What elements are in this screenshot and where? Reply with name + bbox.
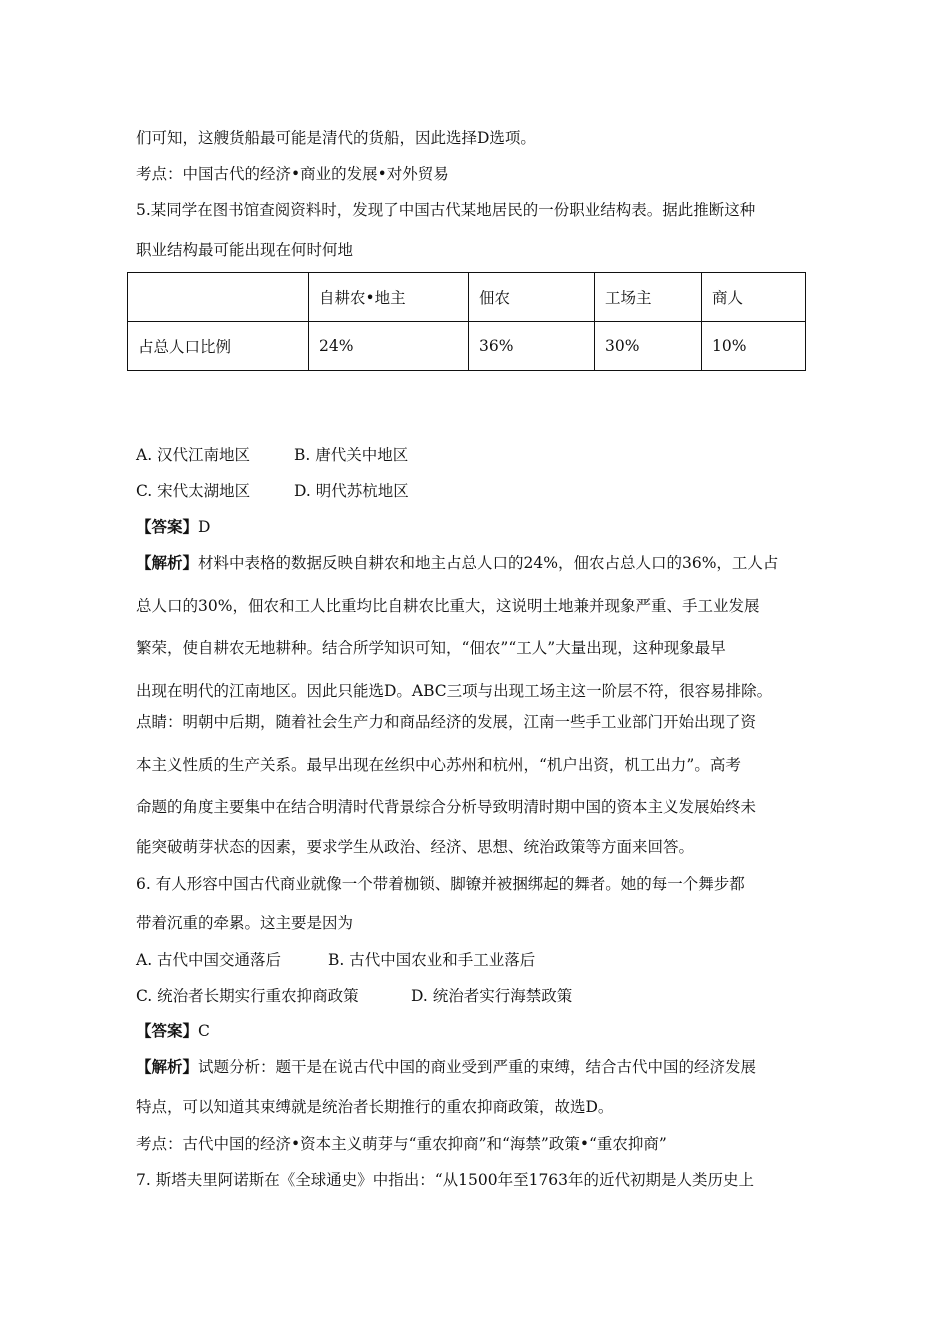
q6-option-a: A. 古代中国交通落后 xyxy=(136,951,282,969)
q5-note-3: 命题的角度主要集中在结合明清时代背景综合分析导致明清时期中国的资本主义发展始终未 xyxy=(136,798,757,816)
question-6-stem-cont: 带着沉重的牵累。这主要是因为 xyxy=(136,914,354,932)
table-header-cell: 商人 xyxy=(702,273,806,322)
question-5-stem-cont: 职业结构最可能出现在何时何地 xyxy=(136,241,354,259)
question-6-stem: 6. 有人形容中国古代商业就像一个带着枷锁、脚镣并被捆绑起的舞者。她的每一个舞步都 xyxy=(136,875,745,893)
occupation-table xyxy=(127,272,806,371)
q5-analysis-1 xyxy=(136,553,778,573)
analysis-text: 材料中表格的数据反映自耕农和地主占总人口的24%，佃农占总人口的36%，工人占 xyxy=(198,554,779,572)
table-cell: 24% xyxy=(309,322,469,371)
analysis-text: 试题分析：题干是在说古代中国的商业受到严重的束缚，结合古代中国的经济发展 xyxy=(198,1058,757,1076)
answer-value: D xyxy=(198,518,211,536)
table-header-cell: 工场主 xyxy=(595,273,702,322)
q6-analysis-2: 特点，可以知道其束缚就是统治者长期推行的重农抑商政策，故选D。 xyxy=(136,1098,614,1116)
q6-option-d: D. 统治者实行海禁政策 xyxy=(411,987,573,1005)
q6-kaodian: 考点：古代中国的经济•资本主义萌芽与“重农抑商”和“海禁”政策•“重农抑商” xyxy=(136,1135,667,1153)
q5-note-1: 点睛：明朝中后期，随着社会生产力和商品经济的发展，江南一些手工业部门开始出现了资 xyxy=(136,713,757,731)
q6-analysis-1 xyxy=(136,1057,756,1077)
q5-option-d: D. 明代苏杭地区 xyxy=(294,482,409,500)
answer-label: 【答案】 xyxy=(136,1021,199,1040)
table-header-cell xyxy=(128,273,309,322)
q5-option-a: A. 汉代江南地区 xyxy=(136,446,251,464)
text-line: 们可知，这艘货船最可能是清代的货船，因此选择D选项。 xyxy=(136,129,536,147)
q5-note-4: 能突破萌芽状态的因素，要求学生从政治、经济、思想、统治政策等方面来回答。 xyxy=(136,838,695,856)
answer-label: 【答案】 xyxy=(136,517,199,536)
kaodian-line: 考点：中国古代的经济•商业的发展•对外贸易 xyxy=(136,165,449,183)
table-cell: 30% xyxy=(595,322,702,371)
q5-analysis-4: 出现在明代的江南地区。因此只能选D。ABC三项与出现工场主这一阶层不符，很容易排除。 xyxy=(136,682,773,700)
q6-answer xyxy=(136,1021,210,1041)
q6-options-row-1 xyxy=(136,950,535,970)
table-header-cell: 自耕农•地主 xyxy=(309,273,469,322)
q5-option-c: C. 宋代太湖地区 xyxy=(136,482,251,500)
table-cell: 36% xyxy=(469,322,595,371)
table-row xyxy=(128,322,806,371)
q6-options-row-2 xyxy=(136,986,572,1006)
q5-analysis-3: 繁荣，使自耕农无地耕种。结合所学知识可知，“佃农”“工人”大量出现，这种现象最早 xyxy=(136,639,726,657)
table-header-cell: 佃农 xyxy=(469,273,595,322)
q6-option-b: B. 古代中国农业和手工业落后 xyxy=(328,951,536,969)
q6-option-c: C. 统治者长期实行重农抑商政策 xyxy=(136,987,359,1005)
table-cell: 10% xyxy=(702,322,806,371)
analysis-label: 【解析】 xyxy=(136,1057,199,1076)
analysis-label: 【解析】 xyxy=(136,553,199,572)
answer-value: C xyxy=(198,1022,210,1040)
table-header-row xyxy=(128,273,806,322)
q5-note-2: 本主义性质的生产关系。最早出现在丝织中心苏州和杭州，“机户出资，机工出力”。高考 xyxy=(136,756,741,774)
table-cell: 占总人口比例 xyxy=(128,322,309,371)
q5-answer xyxy=(136,517,210,537)
q5-analysis-2: 总人口的30%，佃农和工人比重均比自耕农比重大，这说明土地兼并现象严重、手工业发展 xyxy=(136,597,760,615)
question-5-stem: 5.某同学在图书馆查阅资料时，发现了中国古代某地居民的一份职业结构表。据此推断这种 xyxy=(136,201,756,219)
q5-options-row-2 xyxy=(136,481,409,501)
question-7-stem: 7. 斯塔夫里阿诺斯在《全球通史》中指出：“从1500年至1763年的近代初期是人类历史上 xyxy=(136,1171,755,1189)
q5-option-b: B. 唐代关中地区 xyxy=(294,446,409,464)
q5-options-row-1 xyxy=(136,445,408,465)
